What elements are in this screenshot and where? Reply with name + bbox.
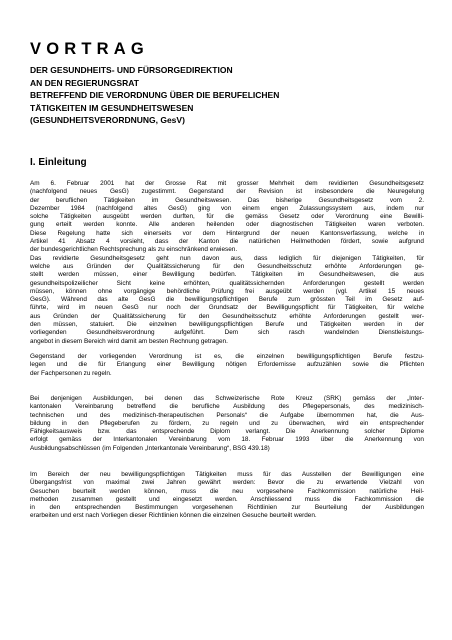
text-line: erfolgt gemäss der Interkantonalen Vereinbarung vom 18. Februar 1993 über die Anerkennung von	[30, 436, 424, 444]
subtitle-line: DER GESUNDHEITS- UND FÜRSORGEDIREKTION	[30, 65, 233, 75]
text-line: Das revidierte Gesundheitsgesetz geht nun davon aus, dass lediglich für diejenigen Tätigkeiten, für	[30, 254, 424, 262]
paragraph-subject	[30, 353, 424, 378]
subtitle-line: (GESUNDHEITSVERORDNUNG, GesV)	[30, 115, 185, 126]
text-line: bildung in den Pflegeberufen zu fördern, zu regeln und zu überwachen, wird ein entsprechender	[30, 419, 424, 427]
paragraph-training	[30, 395, 424, 453]
paragraph-transition	[30, 471, 424, 521]
paragraph-revision	[30, 180, 424, 346]
text-line: der bundesgerichtlichen Rechtsprechung als zu einschränkend erwiesen.	[30, 246, 238, 254]
text-line: kantonalen Vereinbarung betreffend die berufliche Ausbildung des Pflegepersonals, des medizinisch-	[30, 403, 424, 411]
text-line: Fähigkeitsausweis bzw. das entsprechende Diplom verlangt. Die Anerkennung solcher Diplome	[30, 428, 424, 436]
text-line: Übergangsfrist von maximal zwei Jahren gewährt werden: Bevor die zu erwartende Vielzahl von	[30, 479, 424, 487]
text-line: solche Tätigkeiten ausgeübt werden durften, für die gemäss Gesetz oder Verordnung eine Bewilli-	[30, 213, 424, 221]
text-line: Bei denjenigen Ausbildungen, bei denen das Schweizerische Rote Kreuz (SRK) gemäss der „Inter-	[30, 395, 424, 402]
text-line: in den entsprechenden Bestimmungen vorgesehenen Richtlinien zur Beurteilung der Ausbildungen	[30, 504, 424, 512]
text-line: den müssen, statuiert. Die einzelnen bewilligungspflichtigen Berufe und Tätigkeiten werden in der	[30, 321, 424, 329]
text-line: Am 6. Februar 2001 hat der Grosse Rat mit grosser Mehrheit dem revidierten Gesundheitsgesetz	[30, 180, 424, 187]
text-line: müssen, können ohne vorgängige behördliche Prüfung frei ausgeübt werden (vgl. Artikel 15 neues	[30, 287, 424, 295]
text-line: (nachfolgend neues GesG) zugestimmt. Gegenstand der Revision ist insbesondere die Neuregelung	[30, 188, 424, 196]
text-line: gesundheitspolizeilicher Sicht keine erhöhten, qualitätssichernden Anforderungen gestellt werden	[30, 279, 424, 287]
text-line: Diese Regelung hatte sich einerseits vor dem Hintergrund der neuen Kantonsverfassung, welche in	[30, 229, 424, 237]
text-line: Im Bereich der neu bewilligungspflichtigen Tätigkeiten muss für das Ausstellen der Bewilligungen eine	[30, 471, 424, 478]
text-line: GesG). Während das alte GesG die bewilligungspflichtigen Berufe zum grössten Teil im Gesetz auf-	[30, 296, 424, 304]
subtitle-line: BETREFFEND DIE VERORDNUNG ÜBER DIE BERUFELICHEN	[30, 90, 280, 101]
text-line: welche aus Gründen der Qualitätssicherung für den Gesundheitsschutz erhöhte Anforderungen ge-	[30, 262, 424, 270]
text-line: technischen und des medizinisch-therapeutischen Personals“ die Aufgabe übernommen hat, die Aus-	[30, 411, 424, 419]
document-subtitle	[30, 64, 279, 127]
section-heading: I. Einleitung	[30, 157, 87, 168]
subtitle-line: TÄTIGKEITEN IM GESUNDHEITSWESEN	[30, 102, 194, 113]
text-line: stellt werden müssen, einer Bewilligung bedürfen. Tätigkeiten im Gesundheitswesen, die aus	[30, 271, 424, 279]
text-line: führte, wird im neuen GesG nur noch der Grundsatz der Bewilligungspflicht für Tätigkeiten, für welche	[30, 304, 424, 312]
text-line: legen und die für Erlangung einer Bewilligung nötigen Erfordernisse aufzuzählen sowie die Pflichten	[30, 361, 424, 369]
text-line: vorliegenden Gesundheitsverordnung aufgeführt. Dem sich rasch wandelnden Dienstleistungs-	[30, 329, 424, 337]
text-line: Gegenstand der vorliegenden Verordnung ist es, die einzelnen bewilligungspflichtigen Berufe festzu-	[30, 353, 424, 360]
text-line: gung erteilt werden konnte. Alle anderen heilenden oder diagnostischen Tätigkeiten waren verboten.	[30, 221, 424, 229]
text-line: der beruflichen Tätigkeiten im Gesundheitswesen. Das bisherige Gesundheitsgesetz vom 2.	[30, 196, 424, 204]
text-line: Gesuchen beurteilt werden können, muss die neu vorgesehene Fachkommission natürliche Heil-	[30, 487, 424, 495]
text-line: methoden zusammen gestellt und eingesetzt werden. Anschliessend muss die Fachkommission die	[30, 495, 424, 503]
text-line: der Fachpersonen zu regeln.	[30, 369, 112, 377]
text-line: angebot in diesem Bereich wird damit am besten Rechnung getragen.	[30, 337, 228, 345]
document-title: VORTRAG	[30, 40, 149, 58]
text-line: Dezember 1984 (nachfolgend altes GesG) ging von einem engen Zulassungssystem aus, indem nur	[30, 204, 424, 212]
text-line: Artikel 41 Absatz 4 vorsieht, dass der Kanton die natürlichen Heilmethoden fördert, sowie aufgrund	[30, 238, 424, 246]
text-line: aus Gründen der Qualitätssicherung für den Gesundheitsschutz erhöhte Anforderungen gestellt wer-	[30, 312, 424, 320]
text-line: erarbeiten und erst nach Vorliegen dieser Richtlinien können die einzelnen Gesuche beurteilt werden.	[30, 512, 317, 520]
subtitle-line: AN DEN REGIERUNGSRAT	[30, 77, 139, 88]
text-line: Ausbildungsabschlüssen (im Folgenden „Interkantonale Vereinbarung“, BSG 439.18)	[30, 444, 270, 452]
